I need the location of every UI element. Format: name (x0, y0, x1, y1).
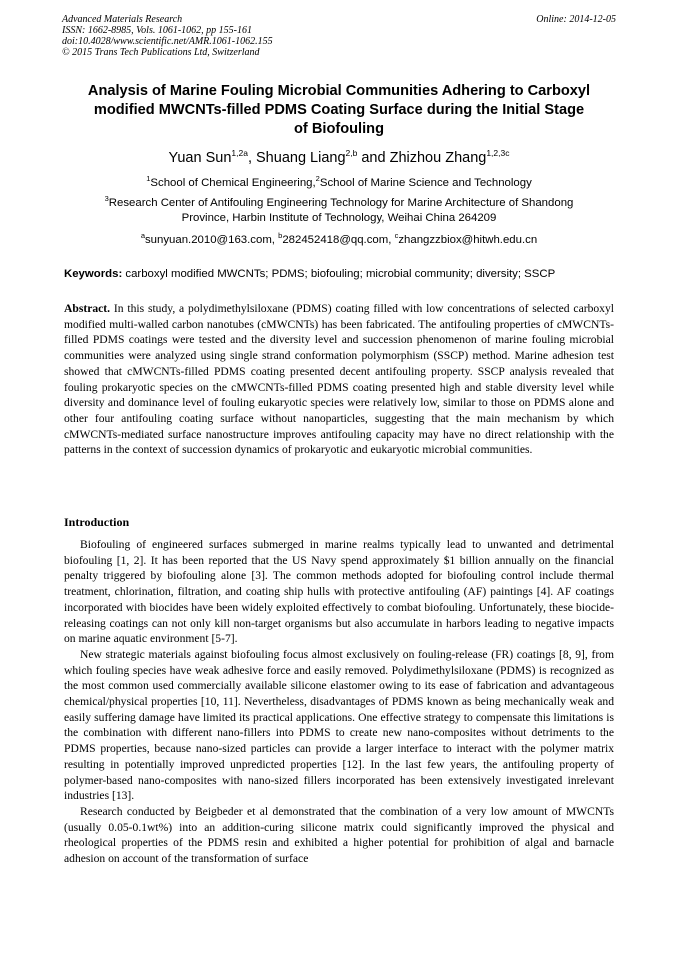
affiliation-line-2 (40, 196, 638, 226)
email-mark: a (140, 231, 145, 240)
email-mark: c (394, 231, 399, 240)
journal-name: Advanced Materials Research (62, 14, 183, 25)
email-address: zhangzzbiox@hitwh.edu.cn (398, 234, 538, 246)
intro-paragraph-3: Research conducted by Beigbeder et al demonstrated that the combination of a very low amount of MWCNTs (usually 0.05-0.1wt%) into an addition-curing silicone matrix could significantly improved the physical and rheological properties of the PDMS resin and exhibited a higher potential for prohibition of algal and barnacle adhesion on account of the transformation of surface (64, 804, 614, 866)
author-name: Shuang Liang (256, 150, 346, 166)
author-name: Zhizhou Zhang (389, 150, 487, 166)
paper-title (50, 82, 628, 139)
online-date: Online: 2014-12-05 (536, 14, 616, 25)
doi-line: doi:10.4028/www.scientific.net/AMR.1061-1062.155 (62, 36, 273, 47)
affiliation-mark: 2 (315, 174, 320, 183)
affiliation-mark: 3 (104, 194, 109, 203)
intro-paragraph-1: Biofouling of engineered surfaces submerged in marine realms typically lead to unwanted and detrimental biofouling [1, 2]. It has been reported that the US Navy spend approximately $1 billion annually on the financial penalty triggered by biofouling alone [3]. The common methods adopted for biofouling control include thermal treatment, chlorination, filtration, and coating ship hulls with protective antifouling (AF) paintings [4]. AF coatings incorporated with biocides have been widely exploited effectively to combat biofouling. Unfortunately, these biocide-releasing coatings can not only kill non-target organisms but also accumulate in harbors leading to negative impacts on marine aquatic environment [5-7]. (64, 538, 614, 646)
keywords-line (64, 267, 620, 282)
abstract-label: Abstract. (64, 302, 111, 315)
email-address: sunyuan.2010@163.com, (144, 234, 279, 246)
author-affiliation-mark: 1,2,3c (486, 148, 510, 158)
keywords-text: carboxyl modified MWCNTs; PDMS; biofouling; microbial community; diversity; SSCP (122, 268, 556, 280)
affiliation-line-1 (40, 176, 638, 191)
email-address: 282452418@qq.com, (282, 234, 395, 246)
title-line-1: Analysis of Marine Fouling Microbial Communities Adhering to Carboxyl (87, 83, 591, 99)
title-line-3: of Biofouling (294, 121, 384, 137)
author-separator: , (247, 150, 257, 166)
abstract-paragraph (64, 301, 614, 458)
introduction-body (64, 537, 614, 867)
abstract-text: In this study, a polydimethylsiloxane (PDMS) coating filled with low concentrations of selected carboxyl modified multi-walled carbon nanotubes (cMWCNTs) has been fabricated. The antifouling properties of cMWCNTs-filled PDMS coatings were tested and the diversity level and succession phenomenon of marine fouling microbial communities were analyzed using single strand conformation polymorphism (SSCP) method. Marine adhesion test showed that cMWCNTs-filled PDMS coating presented decent antifouling property. SSCP analysis revealed that fouling prokaryotic species on the cMWCNTs-filled PDMS coating presented high and stable diversity level while diversity and dominance level of fouling eukaryotic species were relatively low, similar to those on PDMS alone and other four antifouling coating surface without nanoparticles, suggesting that the main mechanism by which cMWCNTs-mediated surface nanostructure improves antifouling capacity may have no direct relationship with the patterns in the context of succession dynamics of prokaryotic and eukaryotic microbial communities. (64, 302, 614, 457)
copyright-line: © 2015 Trans Tech Publications Ltd, Switzerland (62, 47, 260, 58)
title-line-2: modified MWCNTs-filled PDMS Coating Surface during the Initial Stage (93, 102, 585, 118)
author-list (40, 148, 638, 168)
keywords-label: Keywords: (64, 268, 123, 280)
journal-header (62, 14, 273, 58)
author-name: Yuan Sun (168, 150, 232, 166)
author-emails (40, 233, 638, 248)
affiliation-mark: 1 (146, 174, 151, 183)
author-affiliation-mark: 2,b (345, 148, 358, 158)
author-affiliation-mark: 1,2a (231, 148, 248, 158)
section-heading-introduction: Introduction (64, 515, 130, 529)
affiliation-text: Research Center of Antifouling Engineering Technology for Marine Architecture of Shandong (108, 197, 574, 209)
author-separator: and (357, 150, 390, 166)
issn-line: ISSN: 1662-8985, Vols. 1061-1062, pp 155-161 (62, 25, 252, 36)
affiliation-text: School of Marine Science and Technology (319, 177, 532, 189)
affiliation-text: Province, Harbin Institute of Technology, Weihai China 264209 (181, 212, 497, 224)
affiliation-text: School of Chemical Engineering, (150, 177, 316, 189)
email-mark: b (278, 231, 283, 240)
intro-paragraph-2: New strategic materials against biofouling focus almost exclusively on fouling-release (FR) coatings [8, 9], from which fouling species have weak adhesive force and easily removed. Polydimethylsiloxane (PDMS) is recognized as the most common used commercially available silicone elastomer owing to its ease of fabrication and advantageous chemical/physical properties [10, 11]. Nevertheless, disadvantages of PDMS known as being mechanically weak and easily suffering damage have limited its practical applications. One effective strategy to compensate this limitations is the combination with different nano-fillers into PDMS to create new nano-composites without detriments to the PDMS properties, because nano-sized particles can provide a larger interface to interact with the polymer matrix resulting in potentially improved unpredicted properties [12]. In the last few years, the antifouling property of polymer-based nano-composites with nano-sized fillers incorporated has been extensively investigated inrelevant industries [13]. (64, 647, 614, 803)
